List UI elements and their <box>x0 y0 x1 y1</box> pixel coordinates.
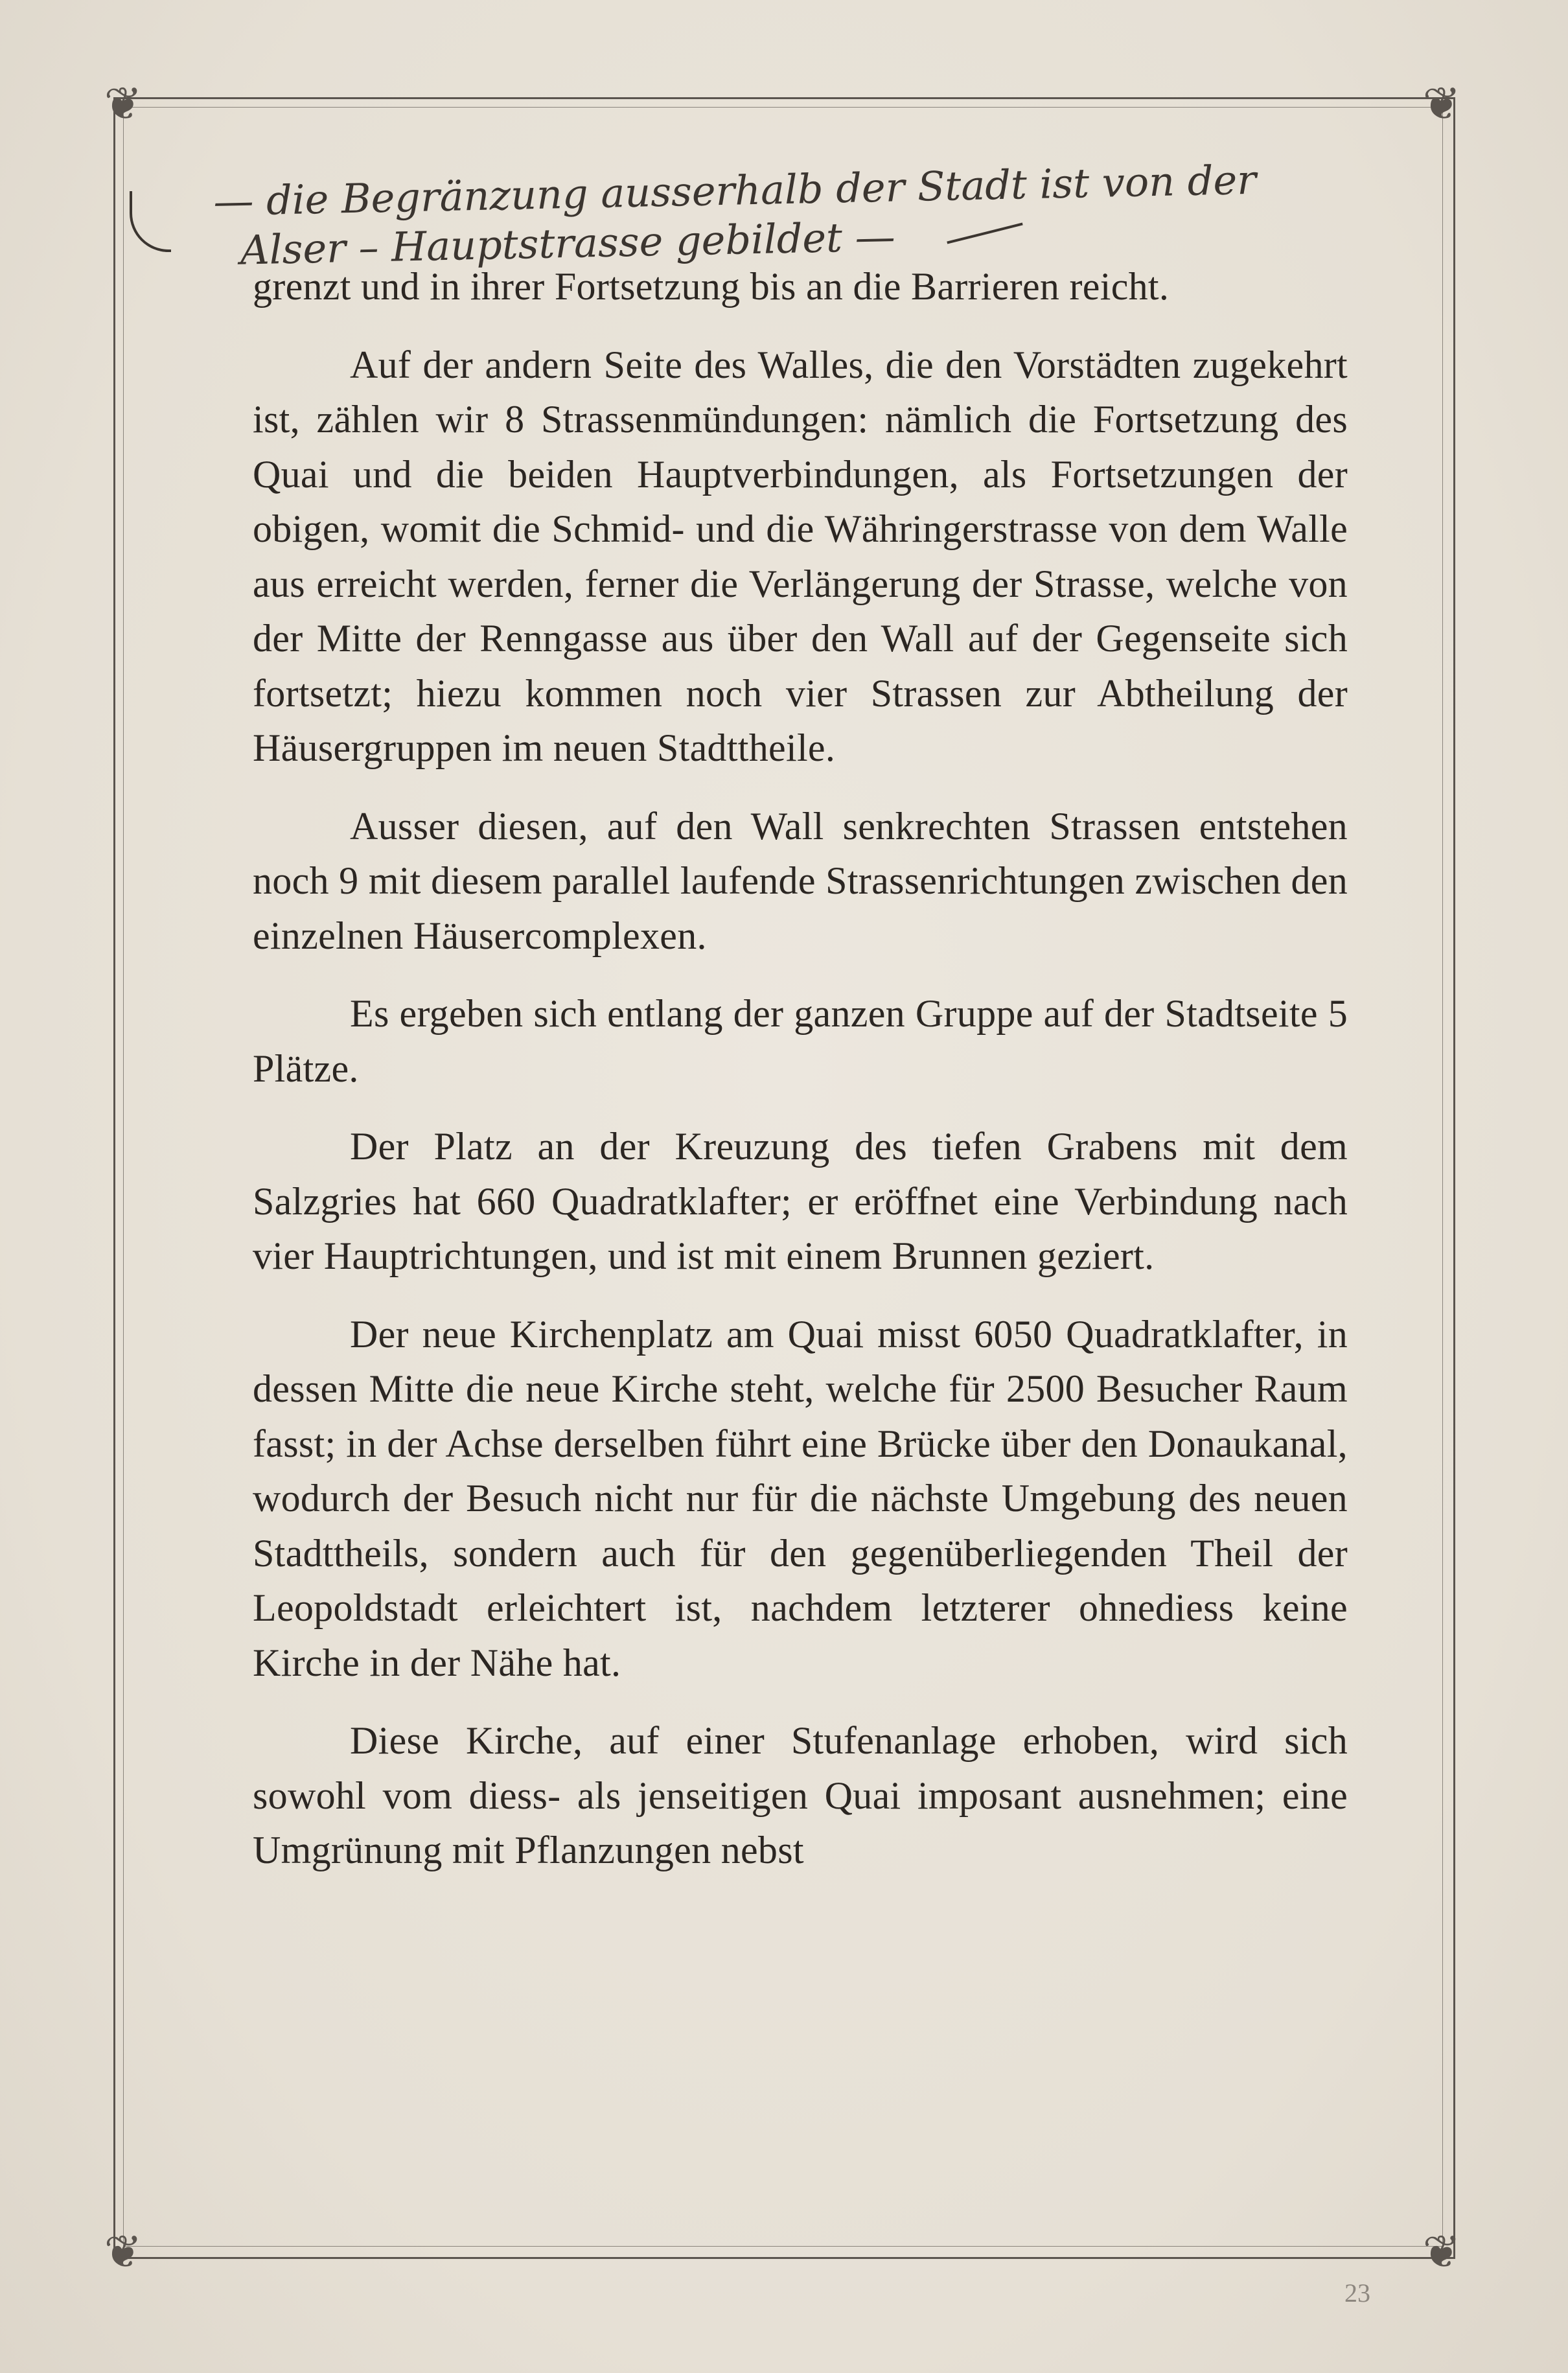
corner-ornament-icon: ❦ <box>1422 77 1461 130</box>
body-text <box>253 259 1348 1878</box>
paragraph: Ausser diesen, auf den Wall senkrechten Strassen entstehen noch 9 mit diesem parallel laufende Strassenrichtungen zwischen den einzelnen Häusercomplexen. <box>253 804 1348 957</box>
paragraph: Der Platz an der Kreuzung des tiefen Grabens mit dem Salzgries hat 660 Quadratklafter; er eröffnet eine Verbindung nach vier Hauptrichtungen, und ist mit einem Brunnen geziert. <box>253 1125 1348 1277</box>
corner-ornament-icon: ❦ <box>104 2225 143 2278</box>
paragraph: grenzt und in ihrer Fortsetzung bis an die Barrieren reicht. <box>253 265 1170 308</box>
corner-ornament-icon: ❦ <box>1422 2225 1461 2278</box>
paragraph: Es ergeben sich entlang der ganzen Gruppe auf der Stadtseite 5 Plätze. <box>253 992 1348 1090</box>
corner-ornament-icon: ❦ <box>104 77 143 130</box>
annotation-line: Alser – Hauptstrasse gebildet — <box>240 213 896 274</box>
paragraph: Der neue Kirchenplatz am Quai misst 6050 Quadratklafter, in dessen Mitte die neue Kirche steht, welche für 2500 Besucher Raum fasst; in der Achse derselben führt eine Brücke über den Donaukanal, wodurch der Besuch nicht nur für die nächste Umgebung des neuen Stadttheils, sondern auch für den gegenüberliegenden Theil der Leopoldstadt erleichtert ist, nachdem letzterer ohnediess keine Kirche in der Nähe hat. <box>253 1312 1348 1684</box>
paragraph: Auf der andern Seite des Walles, die den Vorstädten zugekehrt ist, zählen wir 8 Strassenmündungen: nämlich die Fortsetzung des Quai und die beiden Hauptverbindungen, als Fortsetzungen der obigen, womit die Schmid- und die Währingerstrasse von dem Walle aus erreicht werden, ferner die Verlängerung der Strasse, welche von der Mitte der Renngasse aus über den Wall auf der Gegenseite sich fortsetzt; hiezu kommen noch vier Strassen zur Abtheilung der Häusergruppen im neuen Stadttheile. <box>253 343 1348 769</box>
annotation-line: — die Begränzung ausserhalb der Stadt ist von der <box>213 156 1257 226</box>
paragraph: Diese Kirche, auf einer Stufenanlage erhoben, wird sich sowohl vom diess- als jenseitigen Quai imposant ausnehmen; eine Umgrünung mit Pflanzungen nebst <box>253 1719 1348 1871</box>
page-number: 23 <box>1344 2278 1370 2308</box>
